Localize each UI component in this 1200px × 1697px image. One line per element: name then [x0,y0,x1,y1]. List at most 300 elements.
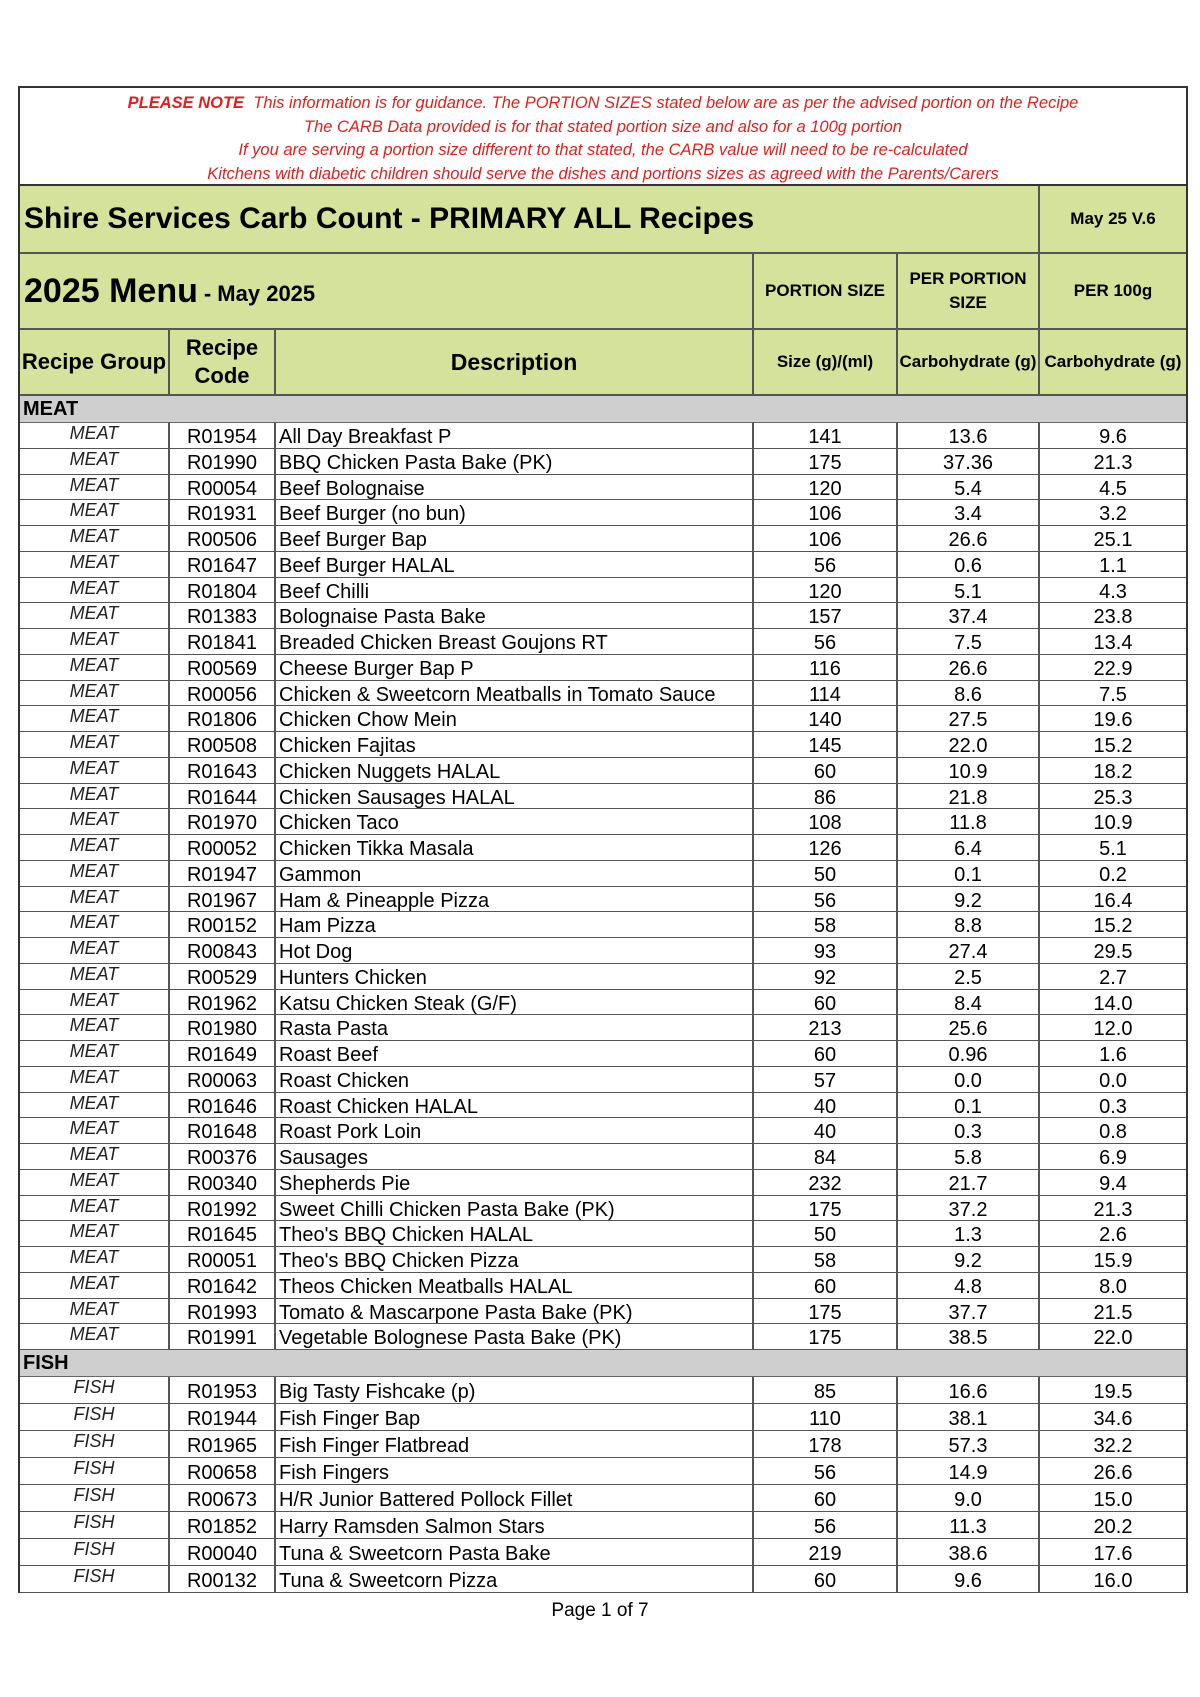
carb-portion-cell: 10.9 [898,758,1040,783]
carb-portion-cell: 8.4 [898,990,1040,1015]
description-cell: Roast Chicken HALAL [276,1093,754,1118]
description-cell: H/R Junior Battered Pollock Fillet [276,1485,754,1511]
table-row [20,784,1186,810]
carb-100g-cell: 2.7 [1099,966,1127,989]
recipe-group-cell: MEAT [20,500,170,525]
recipe-group-cell: MEAT [20,1221,170,1246]
size-cell: 84 [754,1144,898,1169]
recipe-group-cell: MEAT [20,1324,170,1349]
size-cell: 175 [754,1324,898,1349]
recipe-group-cell: MEAT [20,1118,170,1143]
recipe-code-cell: R00051 [170,1247,276,1272]
carb-portion-cell: 5.8 [898,1144,1040,1169]
recipe-group-cell: MEAT [20,990,170,1015]
recipe-code-cell: R00132 [170,1566,276,1592]
size-cell: 85 [754,1377,898,1403]
description-cell: Beef Burger (no bun) [276,500,754,525]
carb-100g-cell: 23.8 [1093,606,1133,628]
carb-portion-cell: 37.2 [898,1196,1040,1221]
carb-100g-cell: 21.3 [1093,451,1133,474]
recipe-code-cell: R00052 [170,835,276,860]
carb-portion-cell: 0.96 [898,1041,1040,1066]
carb-100g-cell: 1.6 [1099,1044,1127,1066]
table-row [20,629,1186,655]
recipe-code-cell: R00569 [170,655,276,680]
carb-portion-cell: 13.6 [898,423,1040,448]
description-cell: Chicken Sausages HALAL [276,784,754,809]
recipe-code-cell: R00040 [170,1539,276,1565]
size-cell: 175 [754,1299,898,1324]
table-row [20,449,1186,475]
carb-100g-cell: 6.9 [1099,1147,1127,1169]
recipe-group-cell: MEAT [20,1093,170,1118]
recipe-group-cell: MEAT [20,681,170,706]
size-cell: 126 [754,835,898,860]
carb-100g-cell: 0.8 [1099,1121,1127,1143]
recipe-code-cell: R01645 [170,1221,276,1246]
recipe-group-cell: MEAT [20,1144,170,1169]
size-cell: 93 [754,938,898,963]
size-cell: 40 [754,1118,898,1143]
carb-100g-cell: 26.6 [1093,1462,1133,1484]
carb-100g-cell: 17.6 [1093,1543,1133,1565]
carb-portion-cell: 26.6 [898,655,1040,680]
carb-100g-cell: 9.4 [1099,1172,1127,1195]
recipe-group-cell: MEAT [20,1247,170,1272]
recipe-group-cell: MEAT [20,1299,170,1324]
recipe-group-cell: FISH [20,1539,170,1565]
carb-100g-cell: 10.9 [1093,812,1133,834]
carb-portion-cell: 11.8 [898,809,1040,834]
table-row [20,578,1186,604]
recipe-code-cell: R00658 [170,1458,276,1484]
description-cell: Beef Chilli [276,578,754,603]
size-cell: 86 [754,784,898,809]
table-row [20,912,1186,938]
description-cell: Chicken Chow Mein [276,706,754,731]
carb-portion-cell: 9.2 [898,1247,1040,1272]
recipe-group-cell: MEAT [20,629,170,654]
description-cell: Theos Chicken Meatballs HALAL [276,1273,754,1298]
size-cell: 175 [754,449,898,474]
table-row [20,1431,1186,1458]
recipe-code-cell: R01644 [170,784,276,809]
carb-portion-cell: 3.4 [898,500,1040,525]
recipe-code-cell: R01647 [170,552,276,577]
recipe-group-cell: MEAT [20,706,170,731]
recipe-code-cell: R00056 [170,681,276,706]
recipe-group-cell: MEAT [20,732,170,757]
description-cell: Breaded Chicken Breast Goujons RT [276,629,754,654]
col-recipe-code: Recipe Code [170,330,276,394]
carb-100g-cell: 12.0 [1093,1018,1133,1040]
carb-portion-cell: 1.3 [898,1221,1040,1246]
table-row [20,1539,1186,1566]
recipe-group-cell: FISH [20,1377,170,1403]
carb-100g-cell: 3.2 [1099,503,1127,525]
recipe-group-cell: MEAT [20,603,170,628]
description-cell: Gammon [276,861,754,886]
carb-100g-cell: 20.2 [1093,1516,1133,1538]
note-line-2: The CARB Data provided is for that stated portion size and also for a 100g portion [303,117,902,136]
size-cell: 60 [754,1566,898,1592]
recipe-code-cell: R01646 [170,1093,276,1118]
carb-portion-cell: 9.0 [898,1485,1040,1511]
size-cell: 120 [754,578,898,603]
carb-portion-cell: 26.6 [898,526,1040,551]
description-cell: Shepherds Pie [276,1170,754,1195]
size-cell: 106 [754,500,898,525]
description-cell: Theo's BBQ Chicken Pizza [276,1247,754,1272]
recipe-code-cell: R01649 [170,1041,276,1066]
size-cell: 58 [754,912,898,937]
recipe-group-cell: MEAT [20,449,170,474]
menu-title [20,254,754,328]
table-row [20,500,1186,526]
size-cell: 219 [754,1539,898,1565]
carb-100g-cell: 0.3 [1099,1095,1127,1118]
description-cell: Beef Burger HALAL [276,552,754,577]
table-row [20,1067,1186,1093]
table-row [20,990,1186,1016]
recipe-group-cell: MEAT [20,655,170,680]
col-carb-portion: Carbohydrate (g) [898,330,1040,394]
carb-100g-cell: 15.2 [1093,915,1133,937]
carb-100g-cell: 21.3 [1093,1198,1133,1221]
carb-portion-cell: 8.6 [898,681,1040,706]
recipe-group-cell: FISH [20,1431,170,1457]
note-line-4: Kitchens with diabetic children should serve the dishes and portions sizes as agreed with the Parents/Carers [207,164,999,183]
table-row [20,1118,1186,1144]
size-cell: 56 [754,629,898,654]
description-cell: Rasta Pasta [276,1015,754,1040]
recipe-code-cell: R01806 [170,706,276,731]
recipe-code-cell: R01962 [170,990,276,1015]
note-lead: PLEASE NOTE [127,94,245,112]
carb-portion-cell: 57.3 [898,1431,1040,1457]
recipe-code-cell: R01931 [170,500,276,525]
title-row [20,186,1186,254]
carb-portion-cell: 2.5 [898,964,1040,989]
carb-100g-cell: 14.0 [1093,992,1133,1015]
size-cell: 92 [754,964,898,989]
table-row [20,706,1186,732]
table-row [20,423,1186,449]
recipe-group-cell: MEAT [20,475,170,500]
recipe-code-cell: R01804 [170,578,276,603]
description-cell: Vegetable Bolognese Pasta Bake (PK) [276,1324,754,1349]
recipe-code-cell: R01967 [170,887,276,912]
carb-portion-cell: 0.1 [898,1093,1040,1118]
carb-portion-cell: 22.0 [898,732,1040,757]
description-cell: Ham & Pineapple Pizza [276,887,754,912]
recipe-code-cell: R01991 [170,1324,276,1349]
carb-portion-cell: 38.5 [898,1324,1040,1349]
size-cell: 60 [754,758,898,783]
table-row [20,964,1186,990]
carb-100g-cell: 5.1 [1099,838,1127,860]
table-row [20,1485,1186,1512]
size-cell: 116 [754,655,898,680]
size-cell: 108 [754,809,898,834]
description-cell: Cheese Burger Bap P [276,655,754,680]
carb-100g-cell: 7.5 [1099,683,1127,706]
recipe-group-cell: MEAT [20,552,170,577]
recipe-group-cell: MEAT [20,578,170,603]
carb-portion-cell: 21.8 [898,784,1040,809]
carb-portion-cell: 27.5 [898,706,1040,731]
description-cell: Beef Burger Bap [276,526,754,551]
recipe-group-cell: FISH [20,1458,170,1484]
description-cell: Sausages [276,1144,754,1169]
carb-portion-cell: 27.4 [898,938,1040,963]
carb-count-sheet [18,86,1188,1593]
table-row [20,1566,1186,1593]
table-row [20,603,1186,629]
recipe-code-cell: R01383 [170,603,276,628]
carb-100g-cell: 18.2 [1093,760,1133,783]
size-cell: 57 [754,1067,898,1092]
carb-portion-cell: 6.4 [898,835,1040,860]
carb-portion-cell: 8.8 [898,912,1040,937]
size-cell: 60 [754,1041,898,1066]
recipe-group-cell: MEAT [20,1015,170,1040]
note-line-1: This information is for guidance. The PORTION SIZES stated below are as per the advised portion on the Recipe [253,94,1079,112]
recipe-group-cell: MEAT [20,912,170,937]
carb-100g-cell: 15.0 [1093,1489,1133,1511]
recipe-group-cell: MEAT [20,938,170,963]
carb-portion-cell: 5.4 [898,475,1040,500]
carb-100g-cell: 0.2 [1099,863,1127,886]
carb-portion-cell: 9.6 [898,1566,1040,1592]
table-row [20,1299,1186,1325]
recipe-group-cell: MEAT [20,835,170,860]
page-number: Page 1 of 7 [551,1600,649,1621]
recipe-code-cell: R01965 [170,1431,276,1457]
carb-portion-cell: 16.6 [898,1377,1040,1403]
recipe-code-cell: R00673 [170,1485,276,1511]
recipe-code-cell: R01852 [170,1512,276,1538]
size-cell: 60 [754,990,898,1015]
carb-100g-cell: 2.6 [1099,1224,1127,1246]
table-row [20,1093,1186,1119]
carb-100g-cell: 34.6 [1093,1408,1133,1430]
description-cell: Tuna & Sweetcorn Pizza [276,1566,754,1592]
carb-100g-cell: 4.5 [1099,477,1127,500]
carb-portion-cell: 9.2 [898,887,1040,912]
description-cell: Chicken & Sweetcorn Meatballs in Tomato Sauce [276,681,754,706]
carb-100g-cell: 15.9 [1093,1250,1133,1272]
table-body [20,396,1186,1593]
carb-portion-cell: 21.7 [898,1170,1040,1195]
carb-100g-cell: 16.0 [1093,1570,1133,1592]
carb-portion-cell: 4.8 [898,1273,1040,1298]
description-cell: Chicken Tikka Masala [276,835,754,860]
recipe-code-cell: R01993 [170,1299,276,1324]
size-cell: 213 [754,1015,898,1040]
recipe-code-cell: R01841 [170,629,276,654]
col-recipe-group: Recipe Group [20,330,170,394]
size-cell: 56 [754,1512,898,1538]
carb-100g-cell: 9.6 [1099,426,1127,448]
note-line-3: If you are serving a portion size different to that stated, the CARB value will need to be re-calculated [238,141,968,159]
table-row [20,809,1186,835]
carb-100g-cell: 4.3 [1099,580,1127,603]
table-row [20,655,1186,681]
description-cell: Roast Chicken [276,1067,754,1092]
recipe-code-cell: R01944 [170,1404,276,1430]
version-label: May 25 V.6 [1070,209,1156,228]
recipe-group-cell: FISH [20,1512,170,1538]
carb-100g-cell: 29.5 [1093,941,1133,963]
description-cell: Harry Ramsden Salmon Stars [276,1512,754,1538]
carb-100g-cell: 22.9 [1093,657,1133,680]
carb-100g-cell: 25.1 [1093,529,1133,551]
description-cell: Sweet Chilli Chicken Pasta Bake (PK) [276,1196,754,1221]
description-cell: Tuna & Sweetcorn Pasta Bake [276,1539,754,1565]
table-row [20,1512,1186,1539]
per-portion-heading: PER PORTION SIZE [898,254,1040,328]
description-cell: Hunters Chicken [276,964,754,989]
carb-portion-cell: 37.7 [898,1299,1040,1324]
recipe-code-cell: R00054 [170,475,276,500]
carb-portion-cell: 0.1 [898,861,1040,886]
description-cell: Bolognaise Pasta Bake [276,603,754,628]
recipe-group-cell: MEAT [20,784,170,809]
table-row [20,1041,1186,1067]
size-cell: 40 [754,1093,898,1118]
recipe-code-cell: R01990 [170,449,276,474]
guidance-note [20,86,1186,186]
table-row [20,681,1186,707]
table-row [20,1144,1186,1170]
carb-100g-cell: 22.0 [1093,1327,1133,1349]
recipe-group-cell: FISH [20,1404,170,1430]
table-row [20,1458,1186,1485]
recipe-code-cell: R00340 [170,1170,276,1195]
recipe-group-cell: MEAT [20,1196,170,1221]
recipe-group-cell: MEAT [20,1273,170,1298]
carb-portion-cell: 37.4 [898,603,1040,628]
size-cell: 110 [754,1404,898,1430]
table-row [20,758,1186,784]
size-cell: 145 [754,732,898,757]
table-row [20,1196,1186,1222]
recipe-code-cell: R01970 [170,809,276,834]
carb-portion-cell: 37.36 [898,449,1040,474]
table-row [20,1170,1186,1196]
description-cell: Beef Bolognaise [276,475,754,500]
size-cell: 232 [754,1170,898,1195]
table-row [20,526,1186,552]
carb-100g-cell: 19.6 [1093,709,1133,731]
table-row [20,1273,1186,1299]
recipe-code-cell: R00152 [170,912,276,937]
recipe-code-cell: R01980 [170,1015,276,1040]
recipe-code-cell: R01648 [170,1118,276,1143]
recipe-group-cell: MEAT [20,758,170,783]
carb-100g-cell: 19.5 [1093,1381,1133,1403]
col-description: Description [276,330,754,394]
carb-portion-cell: 0.6 [898,552,1040,577]
table-row [20,1015,1186,1041]
size-cell: 56 [754,552,898,577]
recipe-group-cell: FISH [20,1485,170,1511]
carb-100g-cell: 1.1 [1099,554,1127,577]
table-row [20,732,1186,758]
carb-portion-cell: 25.6 [898,1015,1040,1040]
size-cell: 157 [754,603,898,628]
page-title: Shire Services Carb Count - PRIMARY ALL Recipes [20,186,1040,252]
size-cell: 58 [754,1247,898,1272]
size-cell: 141 [754,423,898,448]
carb-portion-cell: 11.3 [898,1512,1040,1538]
recipe-group-cell: MEAT [20,887,170,912]
section-header: MEAT [20,396,1186,423]
carb-portion-cell: 38.6 [898,1539,1040,1565]
recipe-code-cell: R01992 [170,1196,276,1221]
description-cell: Katsu Chicken Steak (G/F) [276,990,754,1015]
size-cell: 175 [754,1196,898,1221]
recipe-code-cell: R00506 [170,526,276,551]
table-row [20,1324,1186,1350]
description-cell: Chicken Fajitas [276,732,754,757]
recipe-group-cell: MEAT [20,1041,170,1066]
table-row [20,1404,1186,1431]
recipe-group-cell: MEAT [20,964,170,989]
recipe-group-cell: MEAT [20,526,170,551]
size-cell: 60 [754,1273,898,1298]
description-cell: Theo's BBQ Chicken HALAL [276,1221,754,1246]
table-row [20,835,1186,861]
carb-portion-cell: 7.5 [898,629,1040,654]
col-size: Size (g)/(ml) [754,330,898,394]
recipe-group-cell: MEAT [20,1170,170,1195]
menu-year: 2025 Menu [24,271,198,310]
carb-portion-cell: 38.1 [898,1404,1040,1430]
size-cell: 50 [754,861,898,886]
size-cell: 114 [754,681,898,706]
recipe-group-cell: MEAT [20,861,170,886]
recipe-code-cell: R01954 [170,423,276,448]
recipe-code-cell: R01643 [170,758,276,783]
description-cell: Chicken Nuggets HALAL [276,758,754,783]
menu-month: - May 2025 [203,281,316,306]
carb-100g-cell: 13.4 [1093,632,1133,654]
table-row [20,1377,1186,1404]
size-cell: 50 [754,1221,898,1246]
description-cell: Big Tasty Fishcake (p) [276,1377,754,1403]
carb-100g-cell: 21.5 [1093,1301,1133,1324]
carb-100g-cell: 0.0 [1099,1069,1127,1092]
recipe-code-cell: R00376 [170,1144,276,1169]
recipe-group-cell: MEAT [20,423,170,448]
recipe-group-cell: MEAT [20,1067,170,1092]
column-header-row [20,330,1186,396]
section-header: FISH [20,1350,1186,1377]
carb-100g-cell: 25.3 [1093,786,1133,809]
size-cell: 140 [754,706,898,731]
size-cell: 120 [754,475,898,500]
table-row [20,1221,1186,1247]
table-row [20,552,1186,578]
carb-portion-cell: 5.1 [898,578,1040,603]
size-cell: 106 [754,526,898,551]
table-row [20,1247,1186,1273]
size-cell: 56 [754,1458,898,1484]
description-cell: Fish Finger Bap [276,1404,754,1430]
portion-size-heading: PORTION SIZE [754,254,898,328]
